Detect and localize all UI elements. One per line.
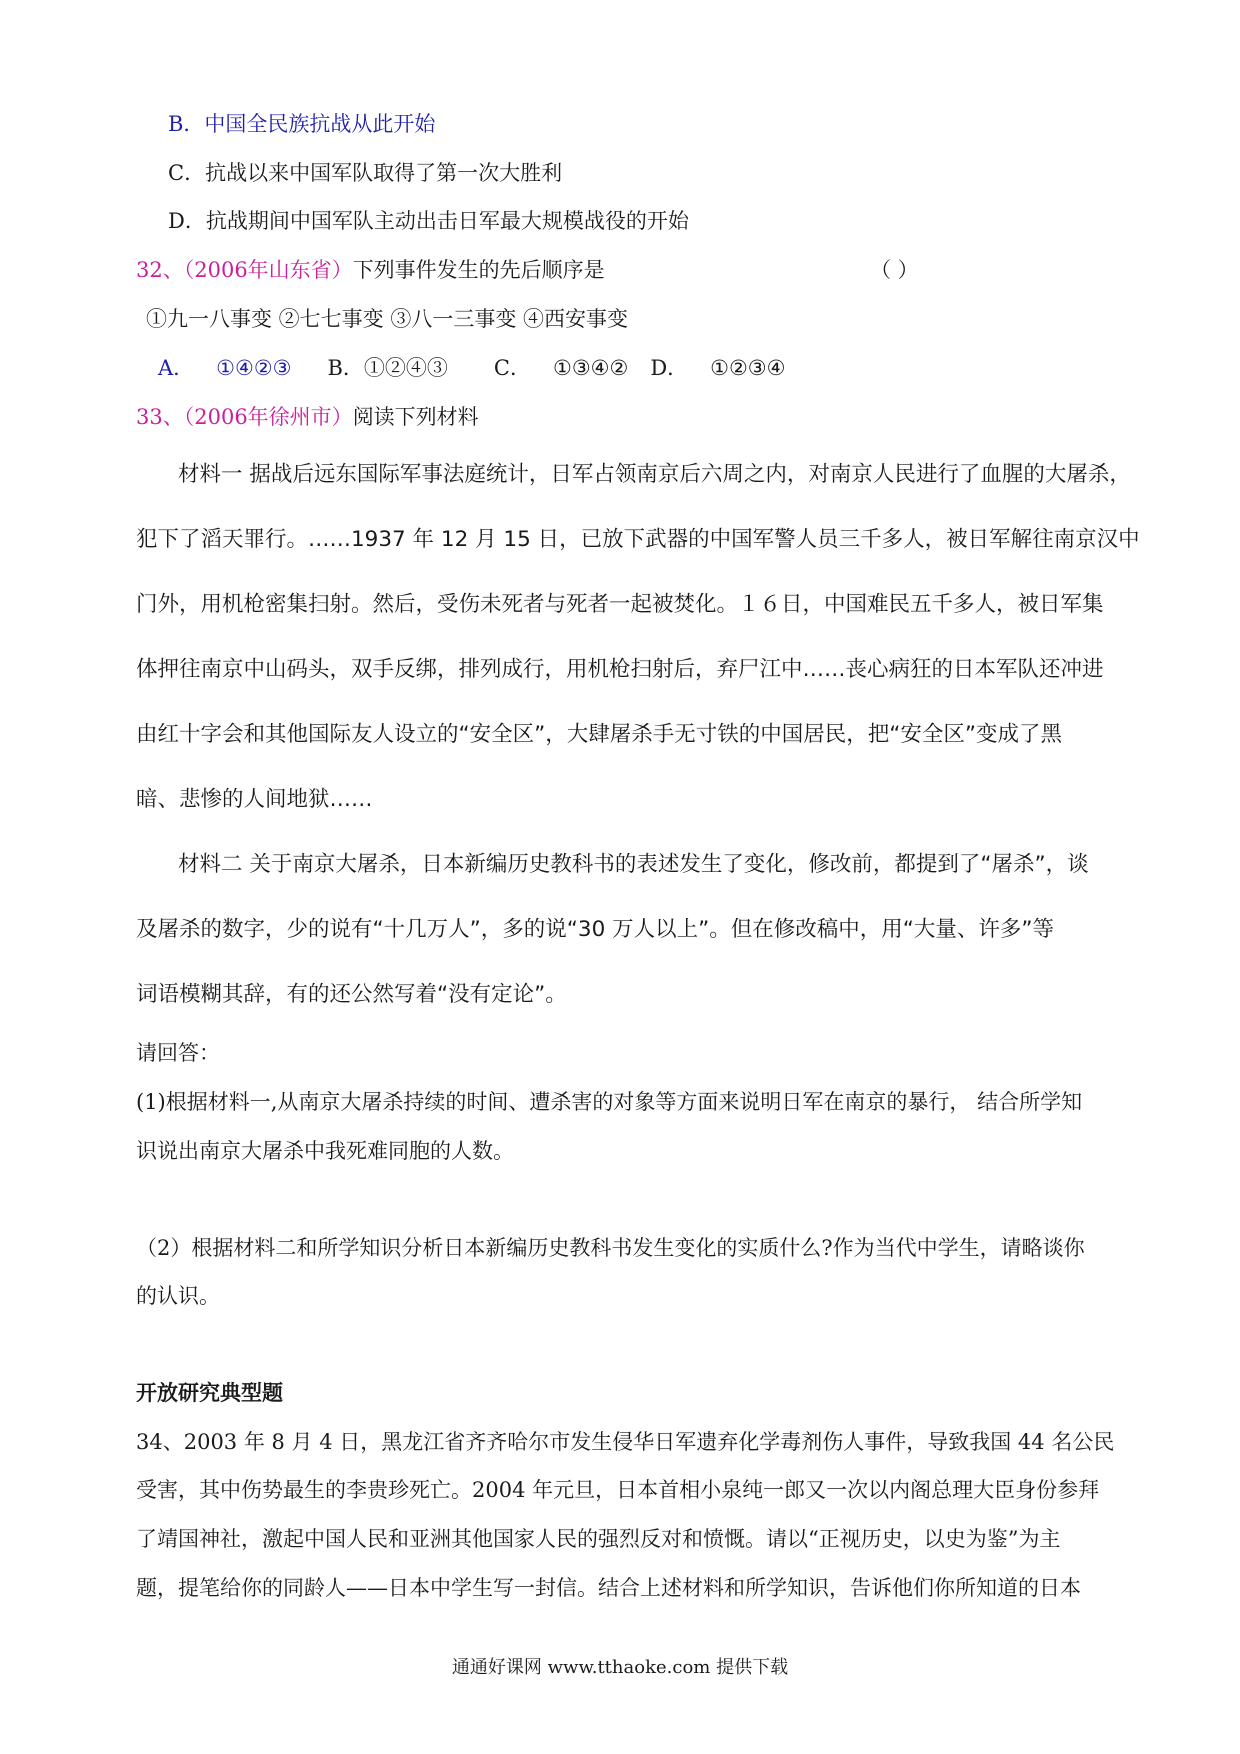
q32-options	[158, 353, 785, 383]
q34-line-3: 了靖国神社，激起中国人民和亚洲其他国家人民的强烈反对和愤慨。请以“正视历史，以史为鉴”为主	[136, 1527, 1061, 1551]
q32-option-a-letter: A．	[158, 356, 195, 380]
q31-option-d: D．抗战期间中国军队主动出击日军最大规模战役的开始	[168, 209, 689, 233]
q33-material2-line-2: 及屠杀的数字，少的说有“十几万人”，多的说“30 万人以上”。但在修改稿中，用“大量、许多”等	[136, 917, 1055, 942]
section-title: 开放研究典型题	[136, 1380, 283, 1405]
q32-option-b-letter: B．	[327, 356, 364, 380]
q32-option-b-text: ①②④③	[363, 356, 448, 380]
q34-line-2: 受害，其中伤势最生的李贵珍死亡。2004 年元旦，日本首相小泉纯一郎又一次以内阁总理大臣身份参拜	[136, 1478, 1100, 1502]
q34-line-4: 题，提笔给你的同龄人——日本中学生写一封信。结合上述材料和所学知识，告诉他们你所知道的日本	[136, 1576, 1081, 1600]
q32-option-a-text: ①④②③	[216, 356, 292, 380]
q32-source: （2006年山东省）	[183, 258, 353, 282]
q32-number: 32、	[136, 258, 184, 282]
q32-option-d-text: ①②③④	[710, 356, 786, 380]
q32-question: 下列事件发生的先后顺序是	[352, 258, 605, 282]
q33-header	[136, 402, 479, 432]
q33-material1-line-6: 暗、悲惨的人间地狱……	[136, 787, 373, 812]
q33-question: 阅读下列材料	[352, 405, 479, 429]
q32-events: ①九一八事变 ②七七事变 ③八一三事变 ④西安事变	[146, 307, 629, 331]
q33-sub1-line-1: (1)根据材料一,从南京大屠杀持续的时间、遭杀害的对象等方面来说明日军在南京的暴行， 结合所学知	[136, 1090, 1083, 1114]
q31-option-b: B．中国全民族抗战从此开始	[168, 112, 436, 136]
q32-header	[136, 255, 605, 285]
q33-sub1-line-2: 识说出南京大屠杀中我死难同胞的人数。	[136, 1139, 514, 1163]
q33-material1-line-4: 体押往南京中山码头，双手反绑，排列成行，用机枪扫射后，弃尸江中……丧心病狂的日本军队还冲进	[136, 657, 1104, 682]
q32-option-d-letter: D．	[650, 356, 689, 380]
q32-answer-bracket: （ ）	[870, 258, 919, 282]
page-footer: 通通好课网 www.tthaoke.com 提供下载	[451, 1657, 789, 1678]
q33-material2-line-1: 材料二 关于南京大屠杀，日本新编历史教科书的表述发生了变化，修改前，都提到了“屠杀”，谈	[178, 852, 1089, 877]
q34-line-1: 34、2003 年 8 月 4 日，黑龙江省齐齐哈尔市发生侵华日军遗弃化学毒剂伤人事件，导致我国 44 名公民	[136, 1430, 1115, 1454]
q33-prompt: 请回答：	[136, 1041, 220, 1065]
q33-source: （2006年徐州市）	[183, 405, 353, 429]
q33-material1-line-5: 由红十字会和其他国际友人设立的“安全区”，大肆屠杀手无寸铁的中国居民，把“安全区”变成了黑	[136, 722, 1063, 747]
q33-sub2-line-1: （2）根据材料二和所学知识分析日本新编历史教科书发生变化的实质什么?作为当代中学生，请略谈你	[136, 1236, 1085, 1260]
q33-material1-line-3: 门外，用机枪密集扫射。然后，受伤未死者与死者一起被焚化。１６日，中国难民五千多人，被日军集	[136, 592, 1104, 617]
q31-option-c: C．抗战以来中国军队取得了第一次大胜利	[168, 161, 563, 185]
q32-option-c-letter: C．	[493, 356, 531, 380]
q33-material1-line-1: 材料一 据战后远东国际军事法庭统计，日军占领南京后六周之内，对南京人民进行了血腥的大屠杀，	[178, 462, 1131, 487]
q33-sub2-line-2: 的认识。	[136, 1284, 220, 1308]
q33-number: 33、	[136, 405, 184, 429]
q33-material1-line-2: 犯下了滔天罪行。……1937 年 12 月 15 日，已放下武器的中国军警人员三千多人，被日军解往南京汉中	[136, 527, 1140, 552]
q32-option-c-text: ①③④②	[553, 356, 629, 380]
q33-material2-line-3: 词语模糊其辞，有的还公然写着“没有定论”。	[136, 982, 567, 1007]
